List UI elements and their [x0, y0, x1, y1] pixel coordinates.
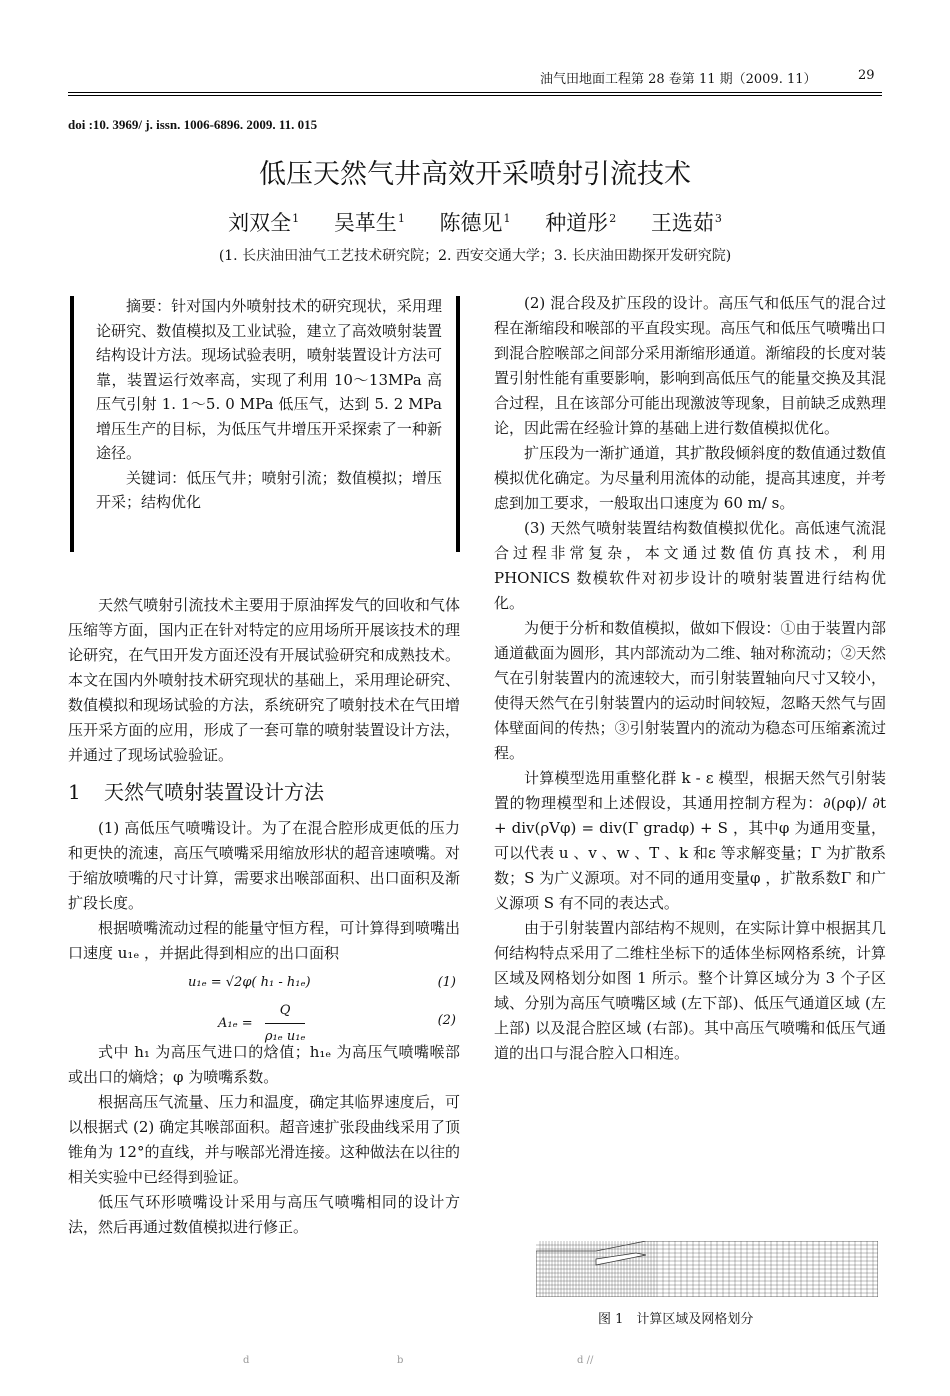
header-rule: [68, 92, 882, 93]
keywords: 关键词：低压气井；喷射引流；数值模拟；增压开采；结构优化: [96, 468, 442, 511]
paragraph: 低压气环形喷嘴设计采用与高压气喷嘴相同的设计方法，然后再通过数值模拟进行修正。: [68, 1193, 460, 1236]
abstract-bar-left: [70, 296, 74, 552]
page-number: 29: [858, 68, 875, 83]
paragraph: (3) 天然气喷射装置结构数值模拟优化。高低速气流混合过程非常复杂，本文通过数值仿真技术，利用 PHONICS 数模软件对初步设计的喷射装置进行结构优化。: [494, 519, 886, 612]
left-column: [68, 593, 460, 1240]
paragraph: 根据高压气流量、压力和温度，确定其临界速度后，可以根据式 (2) 确定其喉部面积。超音速扩张段曲线采用了顶锥角为 12°的直线，并与喉部光滑连接。这种做法在以往的相关实验中已经得到验证。: [68, 1093, 460, 1186]
section-heading: 1 天然气喷射装置设计方法: [68, 780, 324, 804]
abstract-bar-right: [456, 296, 460, 552]
paper-title: 低压天然气井高效开采喷射引流技术: [259, 159, 691, 190]
mesh-grid: [536, 1241, 878, 1297]
journal-header: 油气田地面工程第 28 卷第 11 期（2009. 11）: [540, 72, 817, 87]
paragraph: 根据喷嘴流动过程的能量守恒方程，可计算得到喷嘴出口速度 u₁ₑ ，并据此得到相应的出口面积: [68, 919, 460, 962]
figure-caption: 图 1 计算区域及网格划分: [598, 1312, 754, 1327]
author-list: [0, 207, 950, 237]
author: 吴革生$^1$: [333, 211, 405, 235]
paragraph: 扩压段为一渐扩通道，其扩散段倾斜度的数值通过数值模拟优化确定。为尽量利用流体的动能，提高其速度，并考虑到加工要求，一般取出口速度为 60 m/ s。: [494, 444, 886, 512]
author: 种道彤$^2$: [545, 211, 617, 235]
footer-mark: d: [243, 1355, 250, 1366]
intro-paragraph: 天然气喷射引流技术主要用于原油挥发气的回收和气体压缩等方面，国内正在针对特定的应用场所开展该技术的理论研究，在气田开发方面还没有开展试验研究和成熟技术。本文在国内外喷射技术研究现状的基础上，采用理论研究、数值模拟和现场试验的方法，系统研究了喷射技术在气田增压开采方面的应用，形成了一套可靠的喷射装置设计方法，并通过了现场试验验证。: [68, 596, 460, 764]
abstract: [96, 294, 442, 515]
paragraph: 由于引射装置内部结构不规则，在实际计算中根据其几何结构特点采用了二维柱坐标下的适体坐标网格系统，计算区域及网格划分如图 1 所示。整个计算区域分为 3 个子区域、分别为高压气喷嘴区域 (左下部)、低压气通道区域 (左上部) 以及混合腔区域 (右部)。其中高压气喷嘴和低压气通道的出口与混合腔入口相连。: [494, 919, 886, 1062]
equation-1: u₁ₑ = √2φ( h₁ - h₁ₑ) (1): [188, 975, 456, 990]
paragraph: (2) 混合段及扩压段的设计。高压气和低压气的混合过程在渐缩段和喉部的平直段实现。高压气和低压气喷嘴出口到混合腔喉部之间部分采用渐缩形通道。渐缩段的长度对装置引射性能有重要影响，影响到高低压气的能量交换及其混合过程，且在该部分可能出现激波等现象，目前缺乏成熟理论，因此需在经验计算的基础上进行数值模拟优化。: [494, 294, 886, 437]
paragraph: 为便于分析和数值模拟，做如下假设：①由于装置内部通道截面为圆形，其内部流动为二维、轴对称流动；②天然气在引射装置内的流速较大，而引射装置轴向尺寸又较小，使得天然气在引射装置内的运动时间较短，忽略天然气与固体壁面间的传热；③引射装置内的流动为稳态可压缩紊流过程。: [494, 619, 886, 762]
affiliations: (1. 长庆油田油气工艺技术研究院；2. 西安交通大学；3. 长庆油田勘探开发研究院): [218, 248, 732, 264]
paragraph: 式中 h₁ 为高压气进口的焓值；h₁ₑ 为高压气喷嘴喉部或出口的熵焓；φ 为喷嘴系数。: [68, 1043, 460, 1086]
doi: doi :10. 3969/ j. issn. 1006-6896. 2009. 11. 015: [68, 117, 318, 132]
abstract-text: 摘要：针对国内外喷射技术的研究现状，采用理论研究、数值模拟及工业试验，建立了高效喷射装置结构设计方法。现场试验表明，喷射装置设计方法可靠，装置运行效率高，实现了利用 10～13MPa 高压气引射 1. 1～5. 0 MPa 低压气，达到 5. 2 MPa 增压生产的目标，为低压气井增压开采探索了一种新途径。: [96, 297, 442, 462]
mesh-figure: [536, 1241, 878, 1297]
paragraph: 计算模型选用重整化群 k - ε 模型，根据天然气引射装置的物理模型和上述假设，其通用控制方程为：∂(ρφ)/ ∂t + div(ρVφ) = div(Γ gradφ) + S ，其中φ 为通用变量，可以代表 u 、v 、w 、T 、k 和ε 等求解变量；Γ 为扩散系数；S 为广义源项。对不同的通用变量φ ，扩散系数Γ 和广义源项 S 有不同的表达式。: [494, 769, 886, 912]
footer-mark: b: [397, 1355, 404, 1366]
author: 王选茹$^3$: [650, 211, 722, 235]
equation-2: A₁ₑ = $\frac{Q}{\text{ρ₁ₑ u₁ₑ}}$ (2): [68, 996, 460, 1040]
paragraph: (1) 高低压气喷嘴设计。为了在混合腔形成更低的压力和更快的流速，高压气喷嘴采用缩放形状的超音速喷嘴。对于缩放喷嘴的尺寸计算，需要求出喉部面积、出口面积及渐扩段长度。: [68, 819, 460, 912]
author: 陈德见$^1$: [439, 211, 511, 235]
author: 刘双全$^1$: [228, 211, 300, 235]
footer-mark: d //: [577, 1355, 594, 1366]
right-column: [494, 291, 886, 1066]
header-rule-2: [68, 95, 882, 96]
